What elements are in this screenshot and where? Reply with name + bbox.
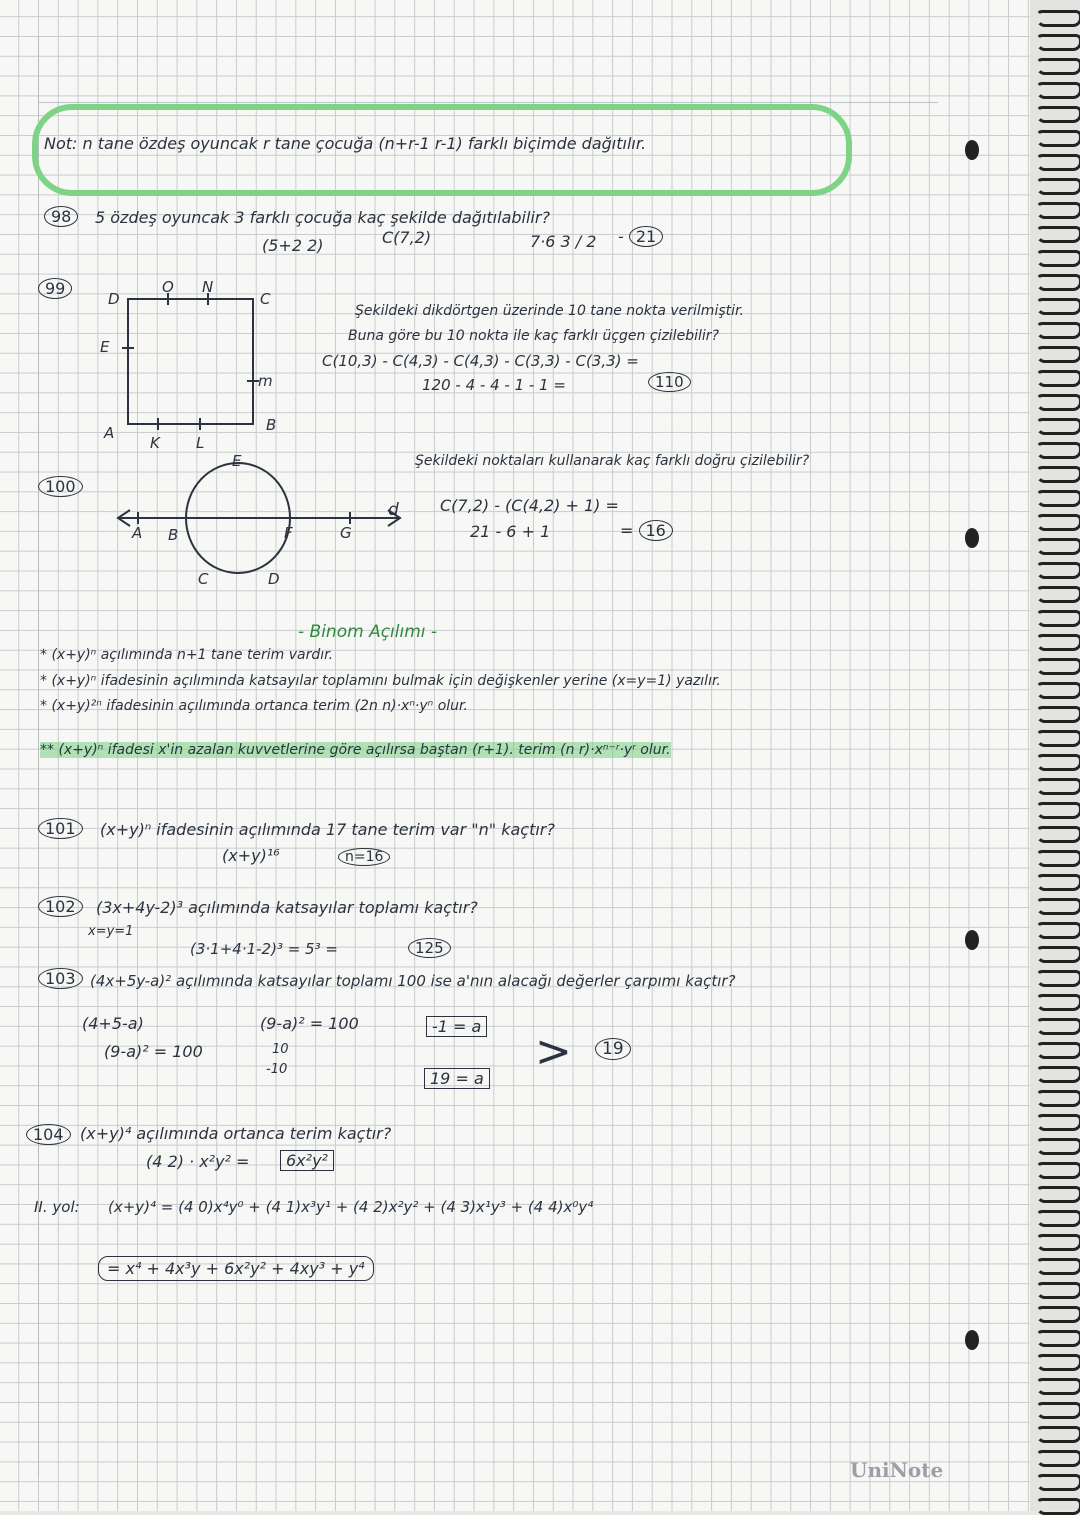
spiral-coil <box>1036 1042 1080 1059</box>
q100-line2: 21 - 6 + 1 <box>470 522 551 541</box>
punch-hole <box>965 528 979 548</box>
spiral-coil <box>1036 562 1080 579</box>
q98-answer: - 21 <box>618 226 663 247</box>
spiral-coil <box>1036 706 1080 723</box>
spiral-coil <box>1036 10 1080 27</box>
q104-work: (4 2) · x²y² = <box>146 1152 250 1171</box>
spiral-coil <box>1036 1186 1080 1203</box>
binom-title: - Binom Açılımı - <box>298 622 438 642</box>
spiral-coil <box>1036 274 1080 291</box>
uninote-watermark: UniNote <box>850 1458 944 1482</box>
note-text: Not: n tane özdeş oyuncak r tane çocuğa (n+r-1 r-1) farklı biçimde dağıtılır. <box>44 134 647 153</box>
q98-number: 98 <box>44 206 78 227</box>
spiral-coil <box>1036 994 1080 1011</box>
spiral-coil <box>1036 178 1080 195</box>
binom-rule-2: * (x+y)ⁿ ifadesinin açılımında katsayılar toplamını bulmak için değişkenler yerine (x=y=1) yazılır. <box>40 673 721 689</box>
q98-text: 5 özdeş oyuncak 3 farklı çocuğa kaç şekilde dağıtılabilir? <box>95 208 550 227</box>
spiral-coil <box>1036 1402 1080 1419</box>
q100-label-f: F <box>284 524 293 542</box>
q103-work-1: (4+5-a) <box>82 1014 144 1033</box>
spiral-coil <box>1036 466 1080 483</box>
q104-number: 104 <box>26 1124 71 1145</box>
q102-sub: x=y=1 <box>88 924 134 939</box>
q103-work-3: (9-a)² = 100 <box>260 1014 359 1033</box>
margin-line <box>38 36 39 1476</box>
q100-label-e: E <box>232 452 242 470</box>
spiral-coil <box>1036 106 1080 123</box>
q102-text: (3x+4y-2)³ açılımında katsayılar toplamı kaçtır? <box>96 898 478 917</box>
spiral-coil <box>1036 418 1080 435</box>
q99-line4: 120 - 4 - 4 - 1 - 1 = <box>422 376 566 394</box>
spiral-coil <box>1036 130 1080 147</box>
q103-number: 103 <box>38 968 83 989</box>
q99-label-m: m <box>258 372 273 390</box>
punch-hole <box>965 930 979 950</box>
spiral-coil <box>1036 202 1080 219</box>
q100-label-g: G <box>340 524 352 542</box>
binom-rule-3: * (x+y)²ⁿ ifadesinin açılımında ortanca terim (2n n)·xⁿ·yⁿ olur. <box>40 698 468 714</box>
spiral-coil <box>1036 298 1080 315</box>
q104-text: (x+y)⁴ açılımında ortanca terim kaçtır? <box>80 1124 392 1143</box>
spiral-coil <box>1036 250 1080 267</box>
spiral-coil <box>1036 1498 1080 1515</box>
spiral-coil <box>1036 1474 1080 1491</box>
spiral-coil <box>1036 1138 1080 1155</box>
spiral-coil <box>1036 82 1080 99</box>
q99-answer: 110 <box>648 372 691 392</box>
spiral-coil <box>1036 586 1080 603</box>
spiral-coil <box>1036 1306 1080 1323</box>
q99-label-b: B <box>266 416 277 434</box>
spiral-coil <box>1036 802 1080 819</box>
spiral-coil <box>1036 610 1080 627</box>
q100-line1: C(7,2) - (C(4,2) + 1) = <box>440 496 619 515</box>
spiral-coil <box>1036 1090 1080 1107</box>
spiral-coil <box>1036 322 1080 339</box>
spiral-coil <box>1036 898 1080 915</box>
q101-number: 101 <box>38 818 83 839</box>
q100-label-c: C <box>198 570 209 588</box>
q103-root-1: -1 = a <box>426 1016 487 1037</box>
q99-label-c: C <box>260 290 271 308</box>
q100-answer: = 16 <box>620 520 673 541</box>
q98-step1: (5+2 2) <box>262 236 324 255</box>
spiral-coil <box>1036 1258 1080 1275</box>
spiral-coil <box>1036 682 1080 699</box>
spiral-coil <box>1036 874 1080 891</box>
q101-work: (x+y)¹⁶ <box>222 846 280 865</box>
q102-work: (3·1+4·1-2)³ = 5³ = <box>190 940 338 958</box>
q102-answer: 125 <box>408 938 451 958</box>
q100-number: 100 <box>38 476 83 497</box>
q100-label-d: D <box>268 570 280 588</box>
punch-hole <box>965 1330 979 1350</box>
spiral-coil <box>1036 34 1080 51</box>
q99-label-k: K <box>150 434 160 452</box>
q99-line1: Şekildeki dikdörtgen üzerinde 10 tane nokta verilmiştir. <box>355 303 744 319</box>
spiral-coil <box>1036 346 1080 363</box>
q99-number: 99 <box>38 278 72 299</box>
spiral-coil <box>1036 1162 1080 1179</box>
q103-work-2: (9-a)² = 100 <box>104 1042 203 1061</box>
q100-question: Şekildeki noktaları kullanarak kaç farklı doğru çizilebilir? <box>415 453 810 469</box>
q98-step3: 7·6 3 / 2 <box>530 232 597 251</box>
spiral-coil <box>1036 1018 1080 1035</box>
q103-answer: 19 <box>595 1038 631 1060</box>
spiral-coil <box>1036 154 1080 171</box>
spiral-coil <box>1036 850 1080 867</box>
spiral-coil <box>1036 1210 1080 1227</box>
spiral-coil <box>1036 442 1080 459</box>
q99-label-n: N <box>202 278 214 296</box>
q103-bracket: > <box>535 1026 572 1077</box>
punch-hole <box>965 140 979 160</box>
binom-rule-1: * (x+y)ⁿ açılımında n+1 tane terim vardır. <box>40 647 334 663</box>
q104-alt-label: II. yol: <box>34 1198 80 1216</box>
spiral-coil <box>1036 490 1080 507</box>
q99-label-a: A <box>104 424 115 442</box>
q99-line3: C(10,3) - C(4,3) - C(4,3) - C(3,3) - C(3,3) = <box>322 352 639 370</box>
q103-work-4: 10 <box>272 1042 289 1057</box>
q100-label-a: A <box>132 524 143 542</box>
spiral-coil <box>1036 1282 1080 1299</box>
q98-step2: C(7,2) <box>382 228 432 247</box>
q104-alt-line: (x+y)⁴ = (4 0)x⁴y⁰ + (4 1)x³y¹ + (4 2)x²y² + (4 3)x¹y³ + (4 4)x⁰y⁴ <box>108 1198 594 1216</box>
spiral-coil <box>1036 1234 1080 1251</box>
q100-circle-line-figure <box>110 460 410 580</box>
spiral-coil <box>1036 370 1080 387</box>
spiral-coil <box>1036 514 1080 531</box>
q102-number: 102 <box>38 896 83 917</box>
q103-root-2: 19 = a <box>424 1068 490 1089</box>
q100-label-line-d: d <box>388 500 399 520</box>
spiral-coil <box>1036 826 1080 843</box>
binom-rule-4: ** (x+y)ⁿ ifadesi x'in azalan kuvvetlerine göre açılırsa baştan (r+1). terim (n r)·xⁿ⁻ʳ·yʳ olur. <box>40 742 671 758</box>
q103-work-5: -10 <box>266 1062 288 1077</box>
spiral-coil <box>1036 922 1080 939</box>
spiral-coil <box>1036 634 1080 651</box>
spiral-coil <box>1036 394 1080 411</box>
spiral-coil <box>1036 1426 1080 1443</box>
spiral-coil <box>1036 946 1080 963</box>
q99-label-l: L <box>196 434 205 452</box>
q103-text: (4x+5y-a)² açılımında katsayılar toplamı 100 ise a'nın alacağı değerler çarpımı kaçtır? <box>90 972 736 990</box>
spiral-coil <box>1036 730 1080 747</box>
spiral-coil <box>1036 1378 1080 1395</box>
q101-answer: n=16 <box>338 848 390 866</box>
q99-label-d: D <box>108 290 120 308</box>
q99-line2: Buna göre bu 10 nokta ile kaç farklı üçgen çizilebilir? <box>348 328 719 344</box>
q100-label-b: B <box>168 526 179 544</box>
q101-text: (x+y)ⁿ ifadesinin açılımında 17 tane terim var "n" kaçtır? <box>100 820 555 839</box>
spiral-coil <box>1036 658 1080 675</box>
q99-label-e: E <box>100 338 110 356</box>
spiral-coil <box>1036 58 1080 75</box>
spiral-binding <box>1030 0 1080 1511</box>
spiral-coil <box>1036 1114 1080 1131</box>
spiral-coil <box>1036 1330 1080 1347</box>
q99-label-o: O <box>162 278 174 296</box>
spiral-coil <box>1036 1354 1080 1371</box>
q104-alt-result: = x⁴ + 4x³y + 6x²y² + 4xy³ + y⁴ <box>98 1256 374 1281</box>
spiral-coil <box>1036 778 1080 795</box>
spiral-coil <box>1036 1066 1080 1083</box>
spiral-coil <box>1036 970 1080 987</box>
spiral-coil <box>1036 754 1080 771</box>
q104-answer: 6x²y² <box>280 1150 334 1171</box>
page-header-band <box>38 40 938 103</box>
spiral-coil <box>1036 226 1080 243</box>
spiral-coil <box>1036 1450 1080 1467</box>
spiral-coil <box>1036 538 1080 555</box>
